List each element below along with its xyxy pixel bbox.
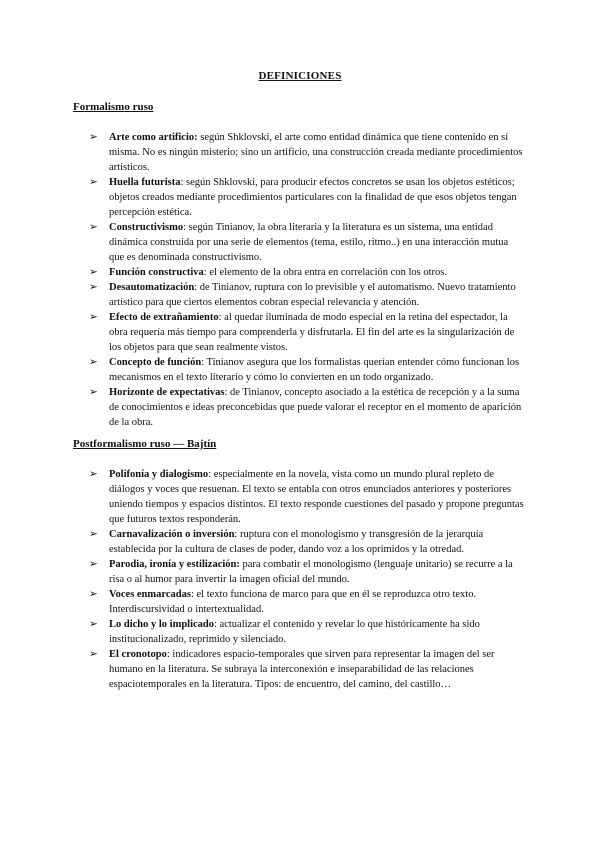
definition-text: : al quedar iluminada de modo especial en la retina del espectador, la obra requería más tiempo para comprenderla y disfrutarla. El fin del arte es la singularización de los objetos para que sean realmente vistos. bbox=[109, 312, 515, 353]
definition-text: : de Tinianov, concepto asociado a la estética de recepción y a la suma de conocimientos e ideas preconcebidas que puede valorar el receptor en el momento de aparición de la obra. bbox=[109, 387, 522, 428]
section-heading-postformalismo: Postformalismo ruso — Bajtín bbox=[73, 438, 217, 450]
list-item bbox=[73, 280, 525, 310]
list-item bbox=[73, 310, 525, 355]
definition-text: : de Tinianov, ruptura con lo previsible y el automatismo. Nuevo tratamiento artístico para que ciertos elementos cobran especial relevancia y atención. bbox=[109, 282, 516, 308]
arrow-bullet-icon: ➢ bbox=[89, 176, 98, 188]
arrow-bullet-icon: ➢ bbox=[89, 648, 98, 660]
definition-text: según Shklovski, el arte como entidad dinámica que tiene contenido en sí misma. No es ningún misterio; sino un artificio, una construcción creada mediante procedimientos artísticos. bbox=[109, 132, 523, 173]
definition-text: : según Shklovski, para producir efectos concretos se usan los objetos estéticos; objetos creados mediante procedimientos particulares con la finalidad de que esos objetos tengan percepción estética. bbox=[109, 177, 517, 218]
definition-term: Carnavalización o inversión bbox=[109, 529, 235, 540]
definition-text: para combatir el monologismo (lenguaje unitario) se recurre a la risa o al humor para invertir la imagen oficial del mundo. bbox=[109, 559, 513, 585]
definition-term: Concepto de función bbox=[109, 357, 202, 368]
definition-text: : indicadores espacio-temporales que sirven para representar la imagen del ser humano en la literatura. Se subraya la interconexión e inseparabilidad de las relaciones espaciotemporales en la literatura. Tipos: de encuentro, del camino, del castillo… bbox=[109, 649, 495, 690]
list-item bbox=[73, 220, 525, 265]
list-item bbox=[73, 527, 525, 557]
definition-term: Huella futurista bbox=[109, 177, 181, 188]
definition-term: Voces enmarcadas bbox=[109, 589, 191, 600]
definition-list-formalismo bbox=[73, 130, 525, 430]
list-item bbox=[73, 587, 525, 617]
list-item bbox=[73, 130, 525, 175]
list-item bbox=[73, 557, 525, 587]
arrow-bullet-icon: ➢ bbox=[89, 221, 98, 233]
definition-list-postformalismo bbox=[73, 467, 525, 692]
definition-term: El cronotopo bbox=[109, 649, 167, 660]
arrow-bullet-icon: ➢ bbox=[89, 618, 98, 630]
arrow-bullet-icon: ➢ bbox=[89, 528, 98, 540]
list-item bbox=[73, 355, 525, 385]
definition-text: : Tinianov asegura que los formalistas querían entender cómo funcionan los mecanismos en el texto literario y cómo lo convierten en un todo organizado. bbox=[109, 357, 520, 383]
list-item bbox=[73, 467, 525, 527]
definition-term: Arte como artificio: bbox=[109, 132, 198, 143]
arrow-bullet-icon: ➢ bbox=[89, 131, 98, 143]
arrow-bullet-icon: ➢ bbox=[89, 588, 98, 600]
list-item bbox=[73, 265, 525, 280]
arrow-bullet-icon: ➢ bbox=[89, 356, 98, 368]
definition-text: : ruptura con el monologismo y transgresión de la jerarquía establecida por la cultura de clases de poder, dando voz a los oprimidos y la otredad. bbox=[109, 529, 484, 555]
definition-text: : según Tinianov, la obra literaria y la literatura es un sistema, una entidad dinámica construida por una serie de elementos (tema, estilo, ritmo..) en una interacción mutua que es denominada constructivismo. bbox=[109, 222, 509, 263]
arrow-bullet-icon: ➢ bbox=[89, 266, 98, 278]
definition-term: Parodia, ironía y estilización: bbox=[109, 559, 240, 570]
arrow-bullet-icon: ➢ bbox=[89, 558, 98, 570]
arrow-bullet-icon: ➢ bbox=[89, 311, 98, 323]
definition-term: Polifonía y dialogismo bbox=[109, 469, 209, 480]
section-heading-formalismo: Formalismo ruso bbox=[73, 101, 154, 113]
definition-term: Desautomatización bbox=[109, 282, 195, 293]
definition-term: Horizonte de expectativas bbox=[109, 387, 225, 398]
definition-term: Constructivismo bbox=[109, 222, 184, 233]
definition-term: Función constructiva bbox=[109, 267, 204, 278]
definition-text: : actualizar el contenido y revelar lo que históricamente ha sido institucionalizado, reprimido y silenciado. bbox=[109, 619, 480, 645]
list-item bbox=[73, 385, 525, 430]
page-title: DEFINICIONES bbox=[258, 70, 342, 82]
list-item bbox=[73, 617, 525, 647]
definition-term: Lo dicho y lo implicado bbox=[109, 619, 215, 630]
definition-text: : especialmente en la novela, vista como un mundo plural repleto de diálogos y voces que resuenan. El texto se entabla con otros enunciados anteriores y posteriores uniendo tiempos y espacios distintos. El texto responde cuestiones del pasado y propone preguntas que futuros textos responderán. bbox=[109, 469, 524, 525]
definition-text: : el elemento de la obra entra en correlación con los otros. bbox=[203, 267, 447, 278]
arrow-bullet-icon: ➢ bbox=[89, 281, 98, 293]
definition-term: Efecto de extrañamiento bbox=[109, 312, 219, 323]
list-item bbox=[73, 175, 525, 220]
list-item bbox=[73, 647, 525, 692]
arrow-bullet-icon: ➢ bbox=[89, 386, 98, 398]
definition-text: : el texto funciona de marco para que en él se reproduzca otro texto. Interdiscursividad o intertextualidad. bbox=[109, 589, 477, 615]
arrow-bullet-icon: ➢ bbox=[89, 468, 98, 480]
